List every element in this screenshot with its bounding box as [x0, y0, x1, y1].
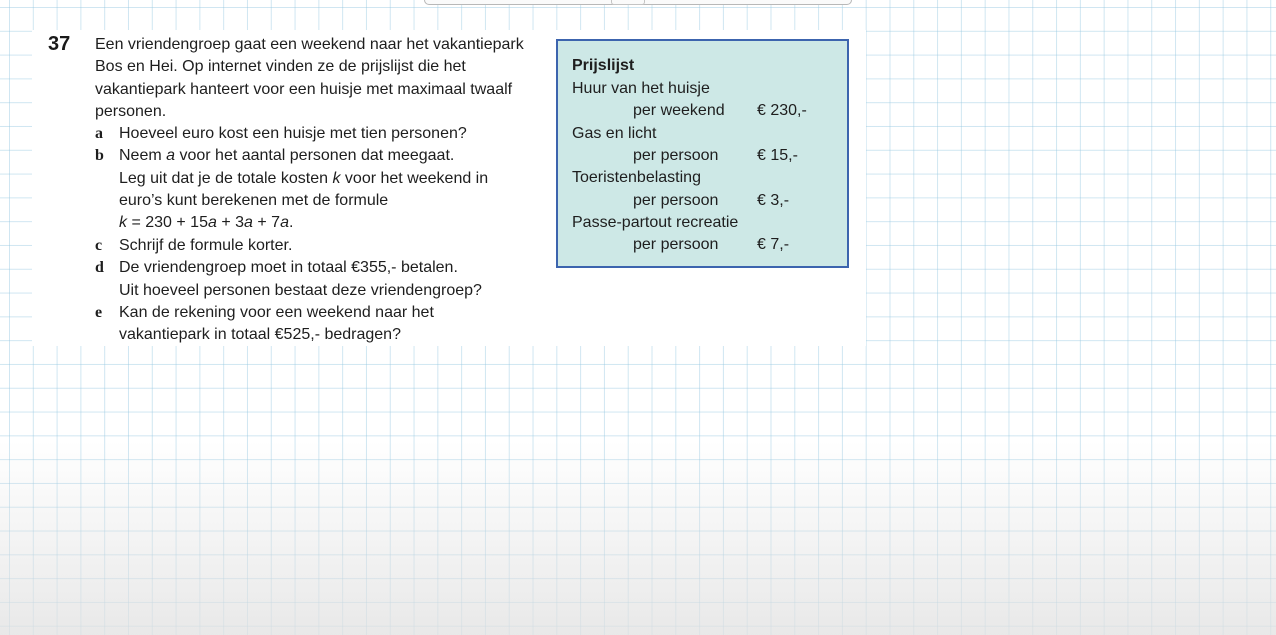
formula-part: .	[288, 214, 294, 231]
intro-line: vakantiepark hanteert voor een huisje met maximaal twaalf	[95, 80, 513, 98]
price-category: Passe-partout recreatie	[572, 214, 739, 231]
formula	[119, 212, 293, 234]
question-b-line	[119, 145, 454, 167]
question-a-text: Hoeveel euro kost een huisje met tien personen?	[119, 125, 467, 142]
price-value: € 230,-	[757, 102, 807, 119]
text-run: voor het aantal personen dat meegaat.	[175, 147, 455, 164]
price-list-title: Prijslijst	[572, 57, 635, 74]
price-value: € 7,-	[757, 236, 790, 253]
price-unit: per persoon	[633, 147, 719, 164]
formula-part: + 7	[252, 214, 281, 231]
question-letter-c: c	[95, 237, 103, 254]
formula-part: = 230 + 15	[127, 214, 208, 231]
price-value: € 3,-	[757, 192, 790, 209]
text-run: Neem	[119, 147, 167, 164]
question-d-text: De vriendengroep moet in totaal €355,- betalen.	[119, 259, 458, 276]
price-category: Huur van het huisje	[572, 80, 710, 97]
toolbar-handle[interactable]	[611, 0, 645, 5]
formula-part: + 3	[216, 214, 245, 231]
variable-a: a	[166, 147, 176, 164]
price-unit: per weekend	[633, 102, 725, 119]
variable-a: a	[280, 214, 289, 231]
price-list-box	[556, 39, 849, 268]
question-c-text: Schrijf de formule korter.	[119, 237, 293, 254]
exercise-number: 37	[48, 33, 71, 55]
variable-a: a	[207, 214, 217, 231]
variable-a: a	[244, 214, 253, 231]
question-d-text: Uit hoeveel personen bestaat deze vriendengroep?	[119, 282, 482, 299]
question-letter-a: a	[95, 125, 103, 142]
variable-k: k	[332, 170, 341, 187]
price-value: € 15,-	[757, 147, 798, 164]
question-b-line: euro’s kunt berekenen met de formule	[119, 192, 389, 209]
question-letter-b: b	[95, 147, 104, 164]
text-run: Leg uit dat je de totale kosten	[119, 170, 333, 187]
toolbar-stub	[424, 0, 852, 5]
question-b-line	[119, 168, 488, 190]
variable-k: k	[119, 214, 127, 231]
price-unit: per persoon	[633, 192, 719, 209]
price-category: Gas en licht	[572, 125, 657, 142]
price-unit: per persoon	[633, 236, 719, 253]
question-letter-e: e	[95, 304, 103, 321]
bottom-shadow	[0, 440, 1276, 635]
intro-line: Een vriendengroep gaat een weekend naar het vakantiepark	[95, 36, 524, 53]
intro-line: personen.	[95, 103, 167, 121]
question-letter-d: d	[95, 259, 104, 276]
exercise-intro	[95, 34, 524, 124]
text-run: voor het weekend in	[340, 170, 489, 187]
question-e-text: Kan de rekening voor een weekend naar het	[119, 304, 434, 321]
question-e-text: vakantiepark in totaal €525,- bedragen?	[119, 326, 401, 343]
price-category: Toeristenbelasting	[572, 169, 701, 186]
intro-line: Bos en Hei. Op internet vinden ze de prijslijst die het	[95, 58, 466, 76]
